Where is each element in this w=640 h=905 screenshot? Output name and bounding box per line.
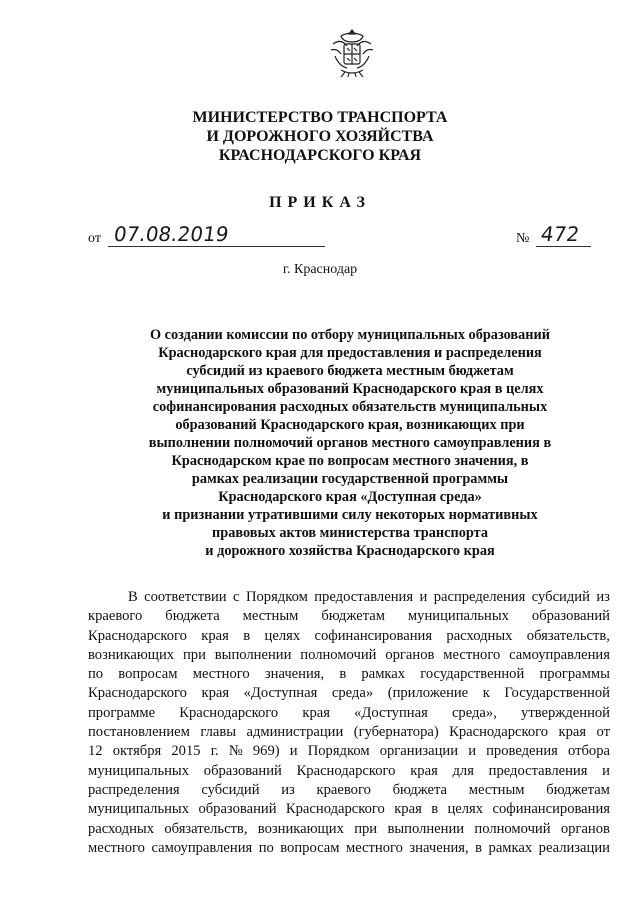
ministry-line-3: КРАСНОДАРСКОГО КРАЯ bbox=[218, 147, 422, 164]
date-underline bbox=[108, 246, 325, 247]
number-underline bbox=[536, 246, 591, 247]
body-line: возникающих при выполнении полномочий органов местного самоуправления bbox=[88, 646, 610, 663]
ministry-header bbox=[0, 108, 640, 165]
body-line: краевого бюджета местным бюджетам муниципальных образований bbox=[88, 608, 610, 625]
coat-of-arms-emblem bbox=[327, 26, 377, 78]
title-line: О создании комиссии по отбору муниципальных образований bbox=[149, 327, 550, 343]
title-line: софинансирования расходных обязательств муниципальных bbox=[152, 399, 548, 415]
title-line: и признании утратившими силу некоторых нормативных bbox=[162, 507, 538, 523]
document-type: ПРИКАЗ bbox=[269, 194, 371, 211]
title-line: муниципальных образований Краснодарского края в целях bbox=[156, 381, 544, 397]
title-line: образований Краснодарского края, возникающих при bbox=[175, 417, 525, 433]
number-prefix: № bbox=[516, 231, 530, 246]
order-body bbox=[88, 588, 610, 858]
city-label: г. Краснодар bbox=[282, 262, 358, 277]
title-line: Краснодарского края для предоставления и распределения bbox=[158, 345, 542, 361]
body-line: 12 октября 2015 г. № 969) и Порядком организации и проведения отбора bbox=[88, 743, 610, 760]
body-line: Краснодарского края в целях софинансирования расходных обязательств, bbox=[88, 627, 610, 644]
body-line: расходных обязательств, возникающих при выполнении полномочий органов bbox=[88, 820, 610, 837]
date-number-row bbox=[88, 222, 593, 252]
title-line: Краснодарского края «Доступная среда» bbox=[218, 489, 482, 505]
body-line: по вопросам местного значения, в рамках государственной программы bbox=[88, 666, 610, 683]
handwritten-date: 07.08.2019 bbox=[112, 222, 231, 246]
body-line: распределения субсидий из краевого бюджета местным бюджетам bbox=[88, 781, 610, 798]
title-line: выполнении полномочий органов местного самоуправления в bbox=[148, 435, 552, 451]
date-prefix: от bbox=[88, 231, 101, 246]
title-line: и дорожного хозяйства Краснодарского края bbox=[205, 543, 495, 559]
body-line: муниципальных образований Краснодарского края в целях софинансирования bbox=[88, 801, 610, 818]
ministry-line-1: МИНИСТЕРСТВО ТРАНСПОРТА bbox=[192, 109, 448, 126]
title-line: правовых актов министерства транспорта bbox=[212, 525, 488, 541]
title-line: Краснодарском крае по вопросам местного значения, в bbox=[171, 453, 529, 469]
body-line: постановлением главы администрации (губернатора) Краснодарского края от bbox=[88, 724, 610, 741]
title-line: субсидий из краевого бюджета местным бюджетам bbox=[186, 363, 514, 379]
body-line: муниципальных образований Краснодарского края для предоставления и bbox=[88, 762, 610, 779]
body-line: В соответствии с Порядком предоставления и распределения субсидий из bbox=[128, 589, 610, 605]
title-line: рамках реализации государственной программы bbox=[191, 471, 509, 487]
body-line: Краснодарского края «Доступная среда» (приложение к Государственной bbox=[88, 685, 610, 702]
body-line: местного самоуправления по вопросам местного значения, в рамках реализации bbox=[88, 839, 610, 856]
handwritten-number: 472 bbox=[539, 222, 581, 246]
ministry-line-2: И ДОРОЖНОГО ХОЗЯЙСТВА bbox=[206, 128, 434, 145]
order-title bbox=[100, 326, 600, 560]
body-line: программе Краснодарского края «Доступная среда», утвержденной bbox=[88, 704, 610, 721]
